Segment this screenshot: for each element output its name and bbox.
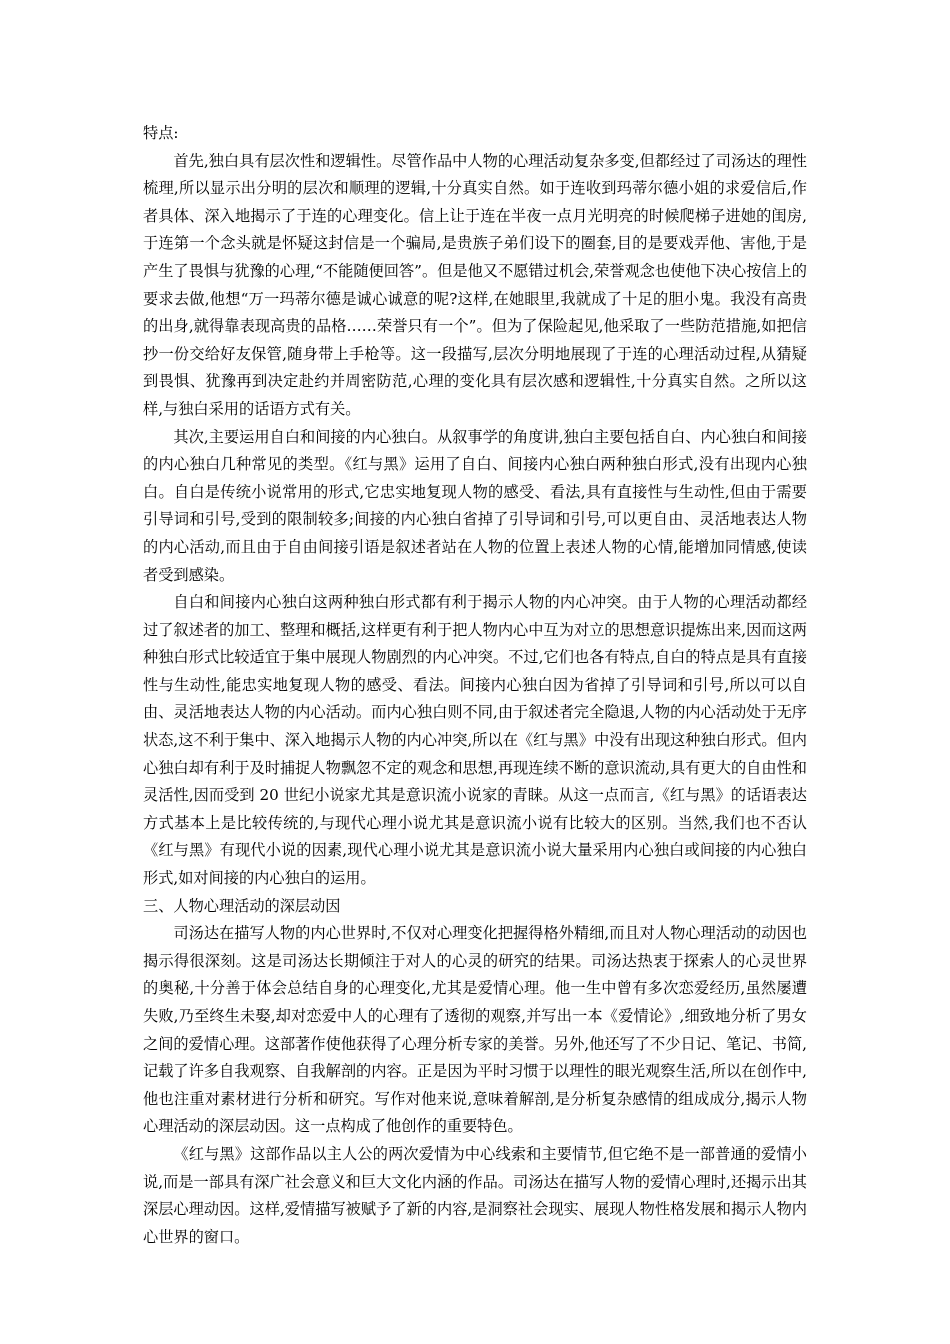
paragraph-label-features: 特点:: [143, 124, 179, 142]
paragraph-stendhal-psychology: 司汤达在描写人物的内心世界时,不仅对心理变化把握得格外精细,而且对人物心理活动的动因也揭示得很深刻。这是司汤达长期倾注于对人的心灵的研究的结果。司汤达热衷于探索人的心灵世界的奥秘,十分善于体会总结自身的心理变化,尤其是爱情心理。他一生中曾有多次恋爱经历,虽然屡遭失败,乃至终生未娶,却对恋爱中人的心理有了透彻的观察,并写出一本《爱情论》,细致地分析了男女之间的爱情心理。这部著作使他获得了心理分析专家的美誉。另外,他还写了不少日记、笔记、书简,记载了许多自我观察、自我解剖的内容。正是因为平时习惯于以理性的眼光观察生活,所以在创作中,他也注重对素材进行分析和研究。写作对他来说,意味着解剖,是分析复杂感情的组成成分,揭示人物心理活动的深层动因。这一点构成了他创作的重要特色。: [143, 924, 807, 1136]
paragraph-second-point: 其次,主要运用自白和间接的内心独白。从叙事学的角度讲,独白主要包括自白、内心独白和间接的内心独白几种常见的类型。《红与黑》运用了自白、间接内心独白两种独白形式,没有出现内心独白。自白是传统小说常用的形式,它忠实地复现人物的感受、看法,具有直接性与生动性,但由于需要引导词和引号,受到的限制较多;间接的内心独白省掉了引导词和引号,可以更自由、灵活地表达人物的内心活动,而且由于自由间接引语是叙述者站在人物的位置上表述人物的心情,能增加同情感,使读者受到感染。: [143, 427, 807, 584]
paragraph-first-point: 首先,独白具有层次性和逻辑性。尽管作品中人物的心理活动复杂多变,但都经过了司汤达的理性梳理,所以显示出分明的层次和顺理的逻辑,十分真实自然。如于连收到玛蒂尔德小姐的求爱信后,作者具体、深入地揭示了于连的心理变化。信上让于连在半夜一点月光明亮的时候爬梯子进她的闺房,于连第一个念头就是怀疑这封信是一个骗局,是贵族子弟们设下的圈套,目的是要戏弄他、害他,于是产生了畏惧与犹豫的心理,“不能随便回答”。但是他又不愿错过机会,荣誉观念也使他下决心按信上的要求去做,他想“万一玛蒂尔德是诚心诚意的呢?这样,在她眼里,我就成了十足的胆小鬼。我没有高贵的出身,就得靠表现高贵的品格……荣誉只有一个”。但为了保险起见,他采取了一些防范措施,如把信抄一份交给好友保管,随身带上手枪等。这一段描写,层次分明地展现了于连的心理活动过程,从猜疑到畏惧、犹豫再到决定赴约并周密防范,心理的变化具有层次感和逻辑性,十分真实自然。之所以这样,与独白采用的话语方式有关。: [143, 151, 807, 418]
paragraph-monologue-forms: 自白和间接内心独白这两种独白形式都有利于揭示人物的内心冲突。由于人物的心理活动都经过了叙述者的加工、整理和概括,这样更有利于把人物内心中互为对立的思想意识提炼出来,因而这两种独白形式比较适宜于集中展现人物剧烈的内心冲突。不过,它们也各有特点,自白的特点是具有直接性与生动性,能忠实地复现人物的感受、看法。间接内心独白因为省掉了引导词和引号,所以可以自由、灵活地表达人物的内心活动。而内心独白则不同,由于叙述者完全隐退,人物的内心活动处于无序状态,这不利于集中、深入地揭示人物的内心冲突,所以在《红与黑》中没有出现这种独白形式。但内心独白却有利于及时捕捉人物飘忽不定的观念和思想,再现连续不断的意识流动,具有更大的自由性和灵活性,因而受到 20 世纪小说家尤其是意识流小说家的青睐。从这一点而言,《红与黑》的话语表达方式基本上是比较传统的,与现代心理小说尤其是意识流小说有比较大的区别。当然,我们也不否认《红与黑》有现代小说的因素,现代心理小说尤其是意识流小说大量采用内心独白或间接的内心独白形式,如对间接的内心独白的运用。: [143, 593, 807, 888]
document-page: [143, 120, 807, 1251]
paragraph-red-and-black: 《红与黑》这部作品以主人公的两次爱情为中心线索和主要情节,但它绝不是一部普通的爱情小说,而是一部具有深广社会意义和巨大文化内涵的作品。司汤达在描写人物的爱情心理时,还揭示出其深层心理动因。这样,爱情描写被赋予了新的内容,是洞察社会现实、展现人物性格发展和揭示人物内心世界的窗口。: [143, 1144, 807, 1246]
section-heading-three: 三、人物心理活动的深层动因: [143, 896, 341, 915]
